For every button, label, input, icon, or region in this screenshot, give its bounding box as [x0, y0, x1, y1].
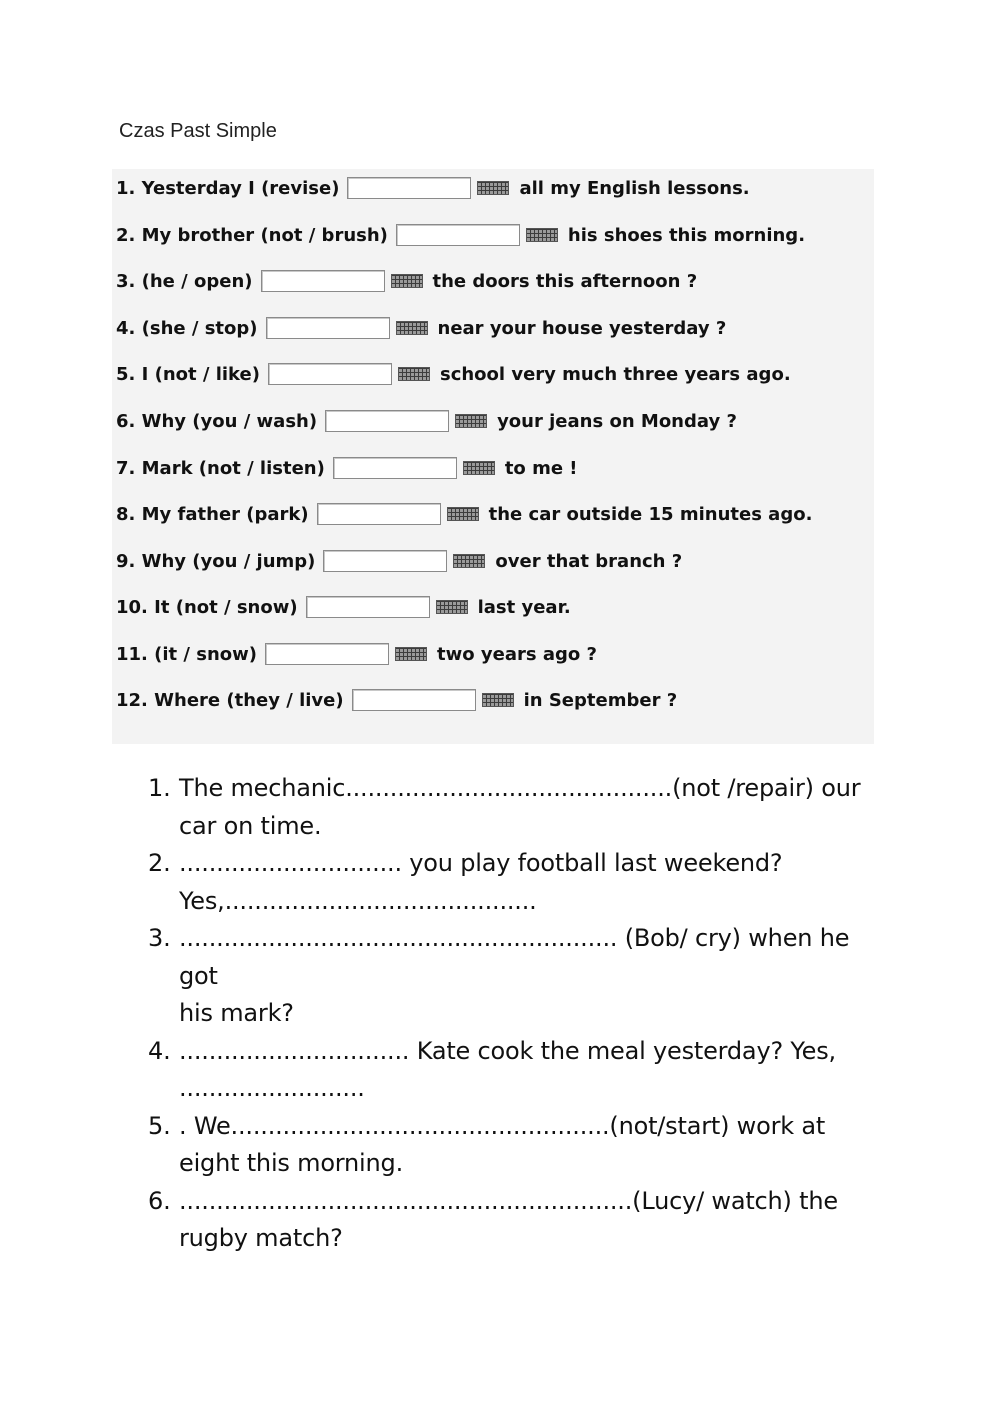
answer-input[interactable] [306, 596, 430, 618]
keyboard-icon[interactable] [396, 321, 428, 335]
item-line: ......................... [179, 1074, 365, 1102]
item-line: The mechanic............................................(not /repair) our [179, 774, 861, 802]
keyboard-icon[interactable] [463, 461, 495, 475]
list-item [148, 1183, 888, 1258]
exercise-row [116, 361, 791, 387]
item-line: .............................. you play football last weekend? [179, 849, 783, 877]
sentence-start: 4. (she / stop) [116, 317, 258, 339]
sentence-start: 3. (he / open) [116, 270, 253, 292]
item-text [179, 1108, 888, 1183]
answer-input[interactable] [317, 503, 441, 525]
exercise-row [116, 455, 578, 481]
sentence-start: 1. Yesterday I (revise) [116, 177, 340, 199]
sentence-end: over that branch ? [495, 550, 683, 572]
list-item [148, 770, 888, 845]
sentence-start: 5. I (not / like) [116, 363, 260, 385]
exercise-row [116, 268, 697, 294]
list-item [148, 920, 888, 1033]
keyboard-icon[interactable] [482, 693, 514, 707]
list-item [148, 1108, 888, 1183]
answer-input[interactable] [266, 317, 390, 339]
keyboard-icon[interactable] [436, 600, 468, 614]
item-line: car on time. [179, 811, 322, 840]
answer-input[interactable] [325, 410, 449, 432]
item-line: Yes,.......................................... [179, 886, 537, 915]
sentence-end: in September ? [523, 689, 678, 711]
item-number: 6. [148, 1186, 171, 1215]
sentence-start: 8. My father (park) [116, 503, 309, 525]
list-item [148, 845, 888, 920]
exercise-row [116, 175, 750, 201]
sentence-start: 10. It (not / snow) [116, 596, 298, 618]
answer-input[interactable] [323, 550, 447, 572]
exercise-row [116, 501, 812, 527]
sentence-start: 9. Why (you / jump) [116, 550, 316, 572]
keyboard-icon[interactable] [447, 507, 479, 521]
exercise-row [116, 687, 677, 713]
answer-input[interactable] [347, 177, 471, 199]
item-number: 3. [148, 924, 171, 952]
sentence-end: near your house yesterday ? [437, 317, 727, 339]
sentence-end: school very much three years ago. [439, 363, 791, 385]
item-line: .............................................................(Lucy/ watch) the [179, 1186, 838, 1215]
answer-input[interactable] [396, 224, 520, 246]
sentence-start: 11. (it / snow) [116, 643, 258, 665]
sentence-end: all my English lessons. [519, 177, 750, 199]
item-line: rugby match? [179, 1224, 343, 1252]
sentence-start: 12. Where (they / live) [116, 689, 344, 711]
exercise-row [116, 641, 597, 667]
item-line: ........................................................... (Bob/ cry) when he got [179, 924, 850, 990]
keyboard-icon[interactable] [526, 228, 558, 242]
item-line: his mark? [179, 999, 294, 1027]
item-number: 2. [148, 849, 171, 877]
sentence-end: your jeans on Monday ? [497, 410, 737, 432]
keyboard-icon[interactable] [391, 274, 423, 288]
sentence-end: his shoes this morning. [567, 224, 806, 246]
keyboard-icon[interactable] [453, 554, 485, 568]
sentence-end: to me ! [504, 457, 578, 479]
item-text [179, 1033, 888, 1108]
answer-input[interactable] [352, 689, 476, 711]
sentence-end: the car outside 15 minutes ago. [488, 503, 813, 525]
sentence-start: 7. Mark (not / listen) [116, 457, 325, 479]
exercise-row [116, 408, 737, 434]
item-number: 4. [148, 1036, 171, 1065]
exercise-row [116, 548, 682, 574]
item-text [179, 920, 888, 1033]
keyboard-icon[interactable] [398, 367, 430, 381]
list-item [148, 1033, 888, 1108]
sentence-end: the doors this afternoon ? [432, 270, 698, 292]
exercise-row [116, 315, 726, 341]
sentence-end: last year. [477, 596, 571, 618]
item-number: 1. [148, 774, 171, 802]
answer-input[interactable] [261, 270, 385, 292]
answer-input[interactable] [268, 363, 392, 385]
item-text [179, 845, 888, 920]
keyboard-icon[interactable] [455, 414, 487, 428]
item-line: ............................... Kate cook the meal yesterday? Yes, [179, 1036, 836, 1065]
item-line: . We...................................................(not/start) work at [179, 1111, 826, 1140]
item-number: 5. [148, 1111, 171, 1140]
page-title: Czas Past Simple [119, 120, 277, 142]
answer-input[interactable] [265, 643, 389, 665]
sentence-end: two years ago ? [437, 643, 597, 665]
item-text [179, 1183, 888, 1258]
sentence-start: 6. Why (you / wash) [116, 410, 318, 432]
keyboard-icon[interactable] [477, 181, 509, 195]
exercise-2-list [148, 770, 888, 1258]
item-line: eight this morning. [179, 1149, 404, 1177]
exercise-row [116, 222, 805, 248]
answer-input[interactable] [333, 457, 457, 479]
sentence-start: 2. My brother (not / brush) [116, 224, 388, 246]
exercise-row [116, 594, 571, 620]
keyboard-icon[interactable] [395, 647, 427, 661]
item-text [179, 770, 888, 845]
